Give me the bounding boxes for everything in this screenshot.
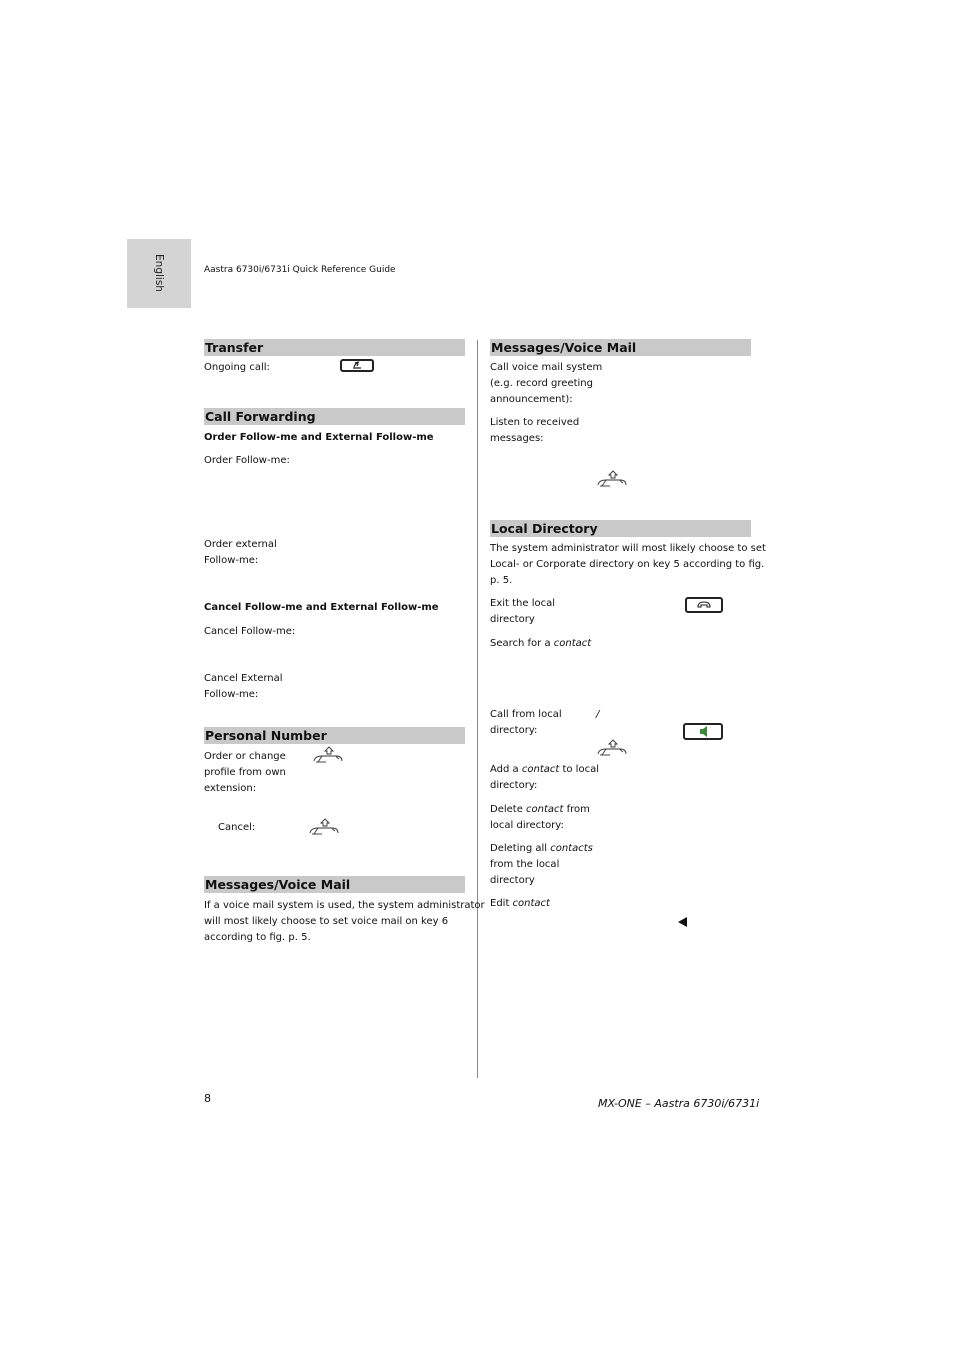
ld-delete-label-1: Delete contact from bbox=[490, 804, 590, 815]
pn-order-label-1: Order or change bbox=[204, 751, 286, 762]
ld-intro-line-2: Local- or Corporate directory on key 5 according to fig. bbox=[490, 559, 765, 570]
vm-intro-line-2: will most likely choose to set voice mail on key 6 bbox=[204, 916, 449, 927]
ld-exit-label-2: directory bbox=[490, 614, 535, 625]
language-label: English bbox=[153, 254, 165, 292]
ld-delete-all-label-2: from the local bbox=[490, 859, 560, 870]
vm-call-label-2: (e.g. record greeting bbox=[490, 378, 593, 389]
heading-personal-number: Personal Number bbox=[204, 727, 465, 744]
vm-intro-line-1: If a voice mail system is used, the system administrator bbox=[204, 900, 485, 911]
heading-voice-mail-right: Messages/Voice Mail bbox=[490, 339, 751, 356]
ld-call-label-1: Call from local bbox=[490, 709, 562, 720]
pn-order-label-2: profile from own bbox=[204, 767, 286, 778]
pn-order-label-3: extension: bbox=[204, 783, 257, 794]
subheading-order-follow-me: Order Follow-me and External Follow-me bbox=[204, 432, 434, 443]
ld-call-label-2: directory: bbox=[490, 725, 538, 736]
speaker-key-icon bbox=[683, 723, 723, 740]
ld-exit-label-1: Exit the local bbox=[490, 598, 556, 609]
off-hook-phone-icon bbox=[596, 739, 628, 757]
vm-call-label-1: Call voice mail system bbox=[490, 362, 603, 373]
ld-intro-line-3: p. 5. bbox=[490, 575, 513, 586]
goodbye-key-icon bbox=[685, 597, 723, 613]
heading-transfer: Transfer bbox=[204, 339, 465, 356]
guide-title: Aastra 6730i/6731i Quick Reference Guide bbox=[204, 265, 396, 275]
subheading-cancel-follow-me: Cancel Follow-me and External Follow-me bbox=[204, 602, 439, 613]
off-hook-phone-icon bbox=[312, 746, 344, 764]
pn-cancel-label: Cancel: bbox=[218, 822, 256, 833]
off-hook-phone-icon bbox=[308, 818, 340, 836]
page-number: 8 bbox=[204, 1092, 211, 1105]
vm-listen-label-1: Listen to received bbox=[490, 417, 580, 428]
ld-add-label-2: directory: bbox=[490, 780, 538, 791]
heading-call-forwarding: Call Forwarding bbox=[204, 408, 465, 425]
vm-intro-line-3: according to fig. p. 5. bbox=[204, 932, 311, 943]
order-follow-me-label: Order Follow-me: bbox=[204, 455, 290, 466]
ld-intro-line-1: The system administrator will most likely choose to set bbox=[490, 543, 766, 554]
ld-search-label: Search for a contact bbox=[490, 638, 592, 649]
order-external-label-2: Follow-me: bbox=[204, 555, 259, 566]
ld-add-label-1: Add a contact to local bbox=[490, 764, 599, 775]
footer-product: MX-ONE – Aastra 6730i/6731i bbox=[598, 1097, 760, 1110]
vm-listen-label-2: messages: bbox=[490, 433, 544, 444]
vm-call-label-3: announcement): bbox=[490, 394, 573, 405]
cancel-external-label-2: Follow-me: bbox=[204, 689, 259, 700]
column-divider bbox=[477, 340, 478, 1078]
transfer-key-icon bbox=[340, 359, 374, 372]
order-external-label-1: Order external bbox=[204, 539, 277, 550]
left-arrow-key-icon bbox=[678, 917, 688, 927]
cancel-external-label-1: Cancel External bbox=[204, 673, 283, 684]
ld-delete-all-label-3: directory bbox=[490, 875, 535, 886]
heading-local-directory: Local Directory bbox=[490, 520, 751, 537]
cancel-follow-me-label: Cancel Follow-me: bbox=[204, 626, 296, 637]
ld-delete-label-2: local directory: bbox=[490, 820, 564, 831]
ld-call-slash: / bbox=[596, 709, 600, 720]
ld-edit-label: Edit contact bbox=[490, 898, 550, 909]
ongoing-call-label: Ongoing call: bbox=[204, 362, 270, 373]
ld-delete-all-label-1: Deleting all contacts bbox=[490, 843, 593, 854]
heading-voice-mail-left: Messages/Voice Mail bbox=[204, 876, 465, 893]
language-tab bbox=[127, 239, 191, 308]
off-hook-phone-icon bbox=[596, 470, 628, 488]
